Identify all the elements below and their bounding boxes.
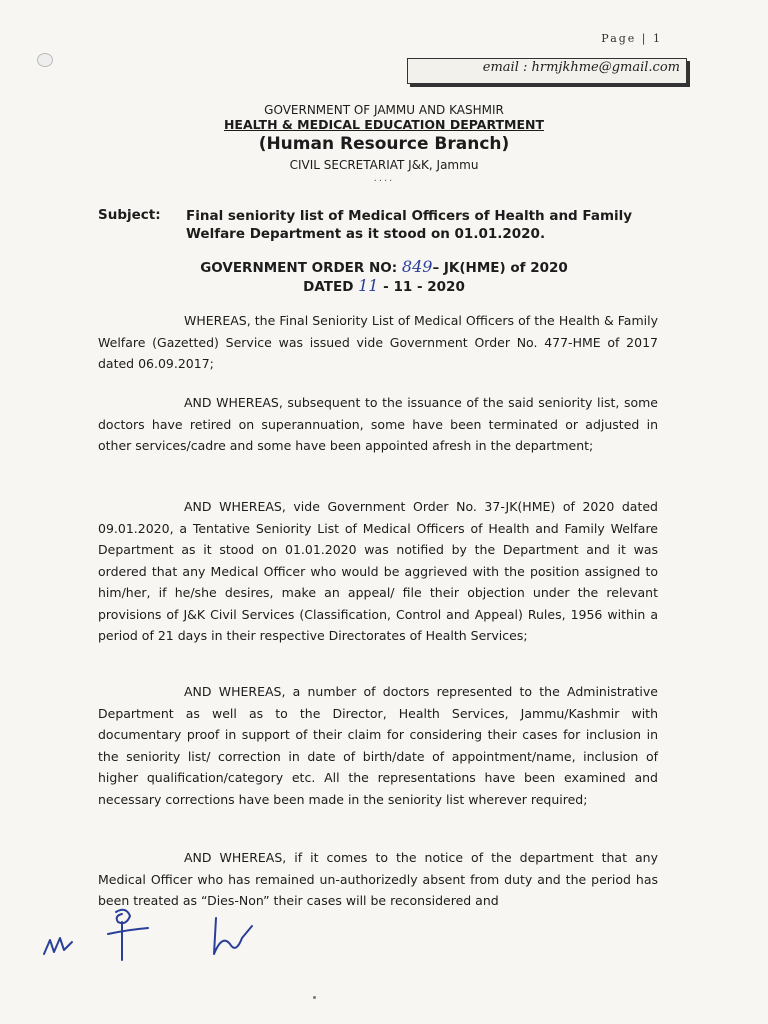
order-suffix: – JK(HME) of 2020 bbox=[432, 260, 568, 276]
header-government: GOVERNMENT OF JAMMU AND KASHMIR bbox=[264, 103, 504, 117]
paragraph-whereas-1: WHEREAS, the Final Seniority List of Medical Officers of the Health & Family Welfare (Gazetted) Service was issued vide Government Order No. 477-HME of 2017 dated 06.09.2017; bbox=[98, 313, 658, 371]
email-stamp-text: email : hrmjkhme@gmail.com bbox=[482, 60, 680, 75]
order-dated-prefix: DATED bbox=[303, 279, 359, 295]
order-dated-rest: - 11 - 2020 bbox=[378, 279, 465, 295]
header-dots: .... bbox=[373, 173, 395, 184]
header-department: HEALTH & MEDICAL EDUCATION DEPARTMENT bbox=[223, 117, 545, 132]
order-date-line bbox=[0, 277, 768, 296]
paragraph-whereas-5: AND WHEREAS, if it comes to the notice of the department that any Medical Officer who has remained un-authorizedly absent from duty and the period has been treated as “Dies-Non” their cases will be reconsidered and bbox=[98, 850, 658, 908]
subject-label: Subject: bbox=[98, 207, 161, 223]
initial-mark-1 bbox=[44, 938, 72, 954]
punch-hole-mark bbox=[37, 53, 53, 67]
initials-signatures bbox=[30, 904, 290, 968]
scan-speck bbox=[313, 996, 316, 999]
initial-mark-3 bbox=[214, 918, 252, 954]
page-number: Page | 1 bbox=[601, 32, 662, 45]
order-day-handwritten: 11 bbox=[358, 276, 379, 295]
order-prefix: GOVERNMENT ORDER NO: bbox=[200, 260, 402, 276]
paragraph-whereas-4: AND WHEREAS, a number of doctors represented to the Administrative Department as well as to the Director, Health Services, Jammu/Kashmir with documentary proof in support of their claim for considering their cases for inclusion in the seniority list/ correction in date of birth/date of appointment/name, inclusion of higher qualification/category etc. All the representations have been examined and necessary corrections have been made in the seniority list wherever required; bbox=[98, 684, 658, 807]
paragraph-whereas-2: AND WHEREAS, subsequent to the issuance of the said seniority list, some doctors have retired on superannuation, some have been terminated or adjusted in other services/cadre and some have been appointed afresh in the department; bbox=[98, 395, 658, 453]
order-heading bbox=[0, 258, 768, 296]
paragraph-whereas-3: AND WHEREAS, vide Government Order No. 37-JK(HME) of 2020 dated 09.01.2020, a Tentative Seniority List of Medical Officers of Health and Family Welfare Department as it stood on 01.01.2020 was notified by the Department and it was ordered that any Medical Officer who would be aggrieved with the position assigned to him/her, if he/she desires, make an appeal/ file their objection under the relevant provisions of J&K Civil Services (Classification, Control and Appeal) Rules, 1956 within a period of 21 days in their respective Directorates of Health Services; bbox=[98, 499, 658, 643]
order-number-line bbox=[0, 258, 768, 277]
subject-text: Final seniority list of Medical Officers of Health and Family Welfare Department as it stood on 01.01.2020. bbox=[186, 208, 633, 242]
header-address: CIVIL SECRETARIAT J&K, Jammu bbox=[289, 158, 479, 172]
header-branch: (Human Resource Branch) bbox=[258, 134, 510, 154]
order-number-handwritten: 849 bbox=[401, 257, 433, 276]
initial-mark-2 bbox=[108, 910, 148, 960]
